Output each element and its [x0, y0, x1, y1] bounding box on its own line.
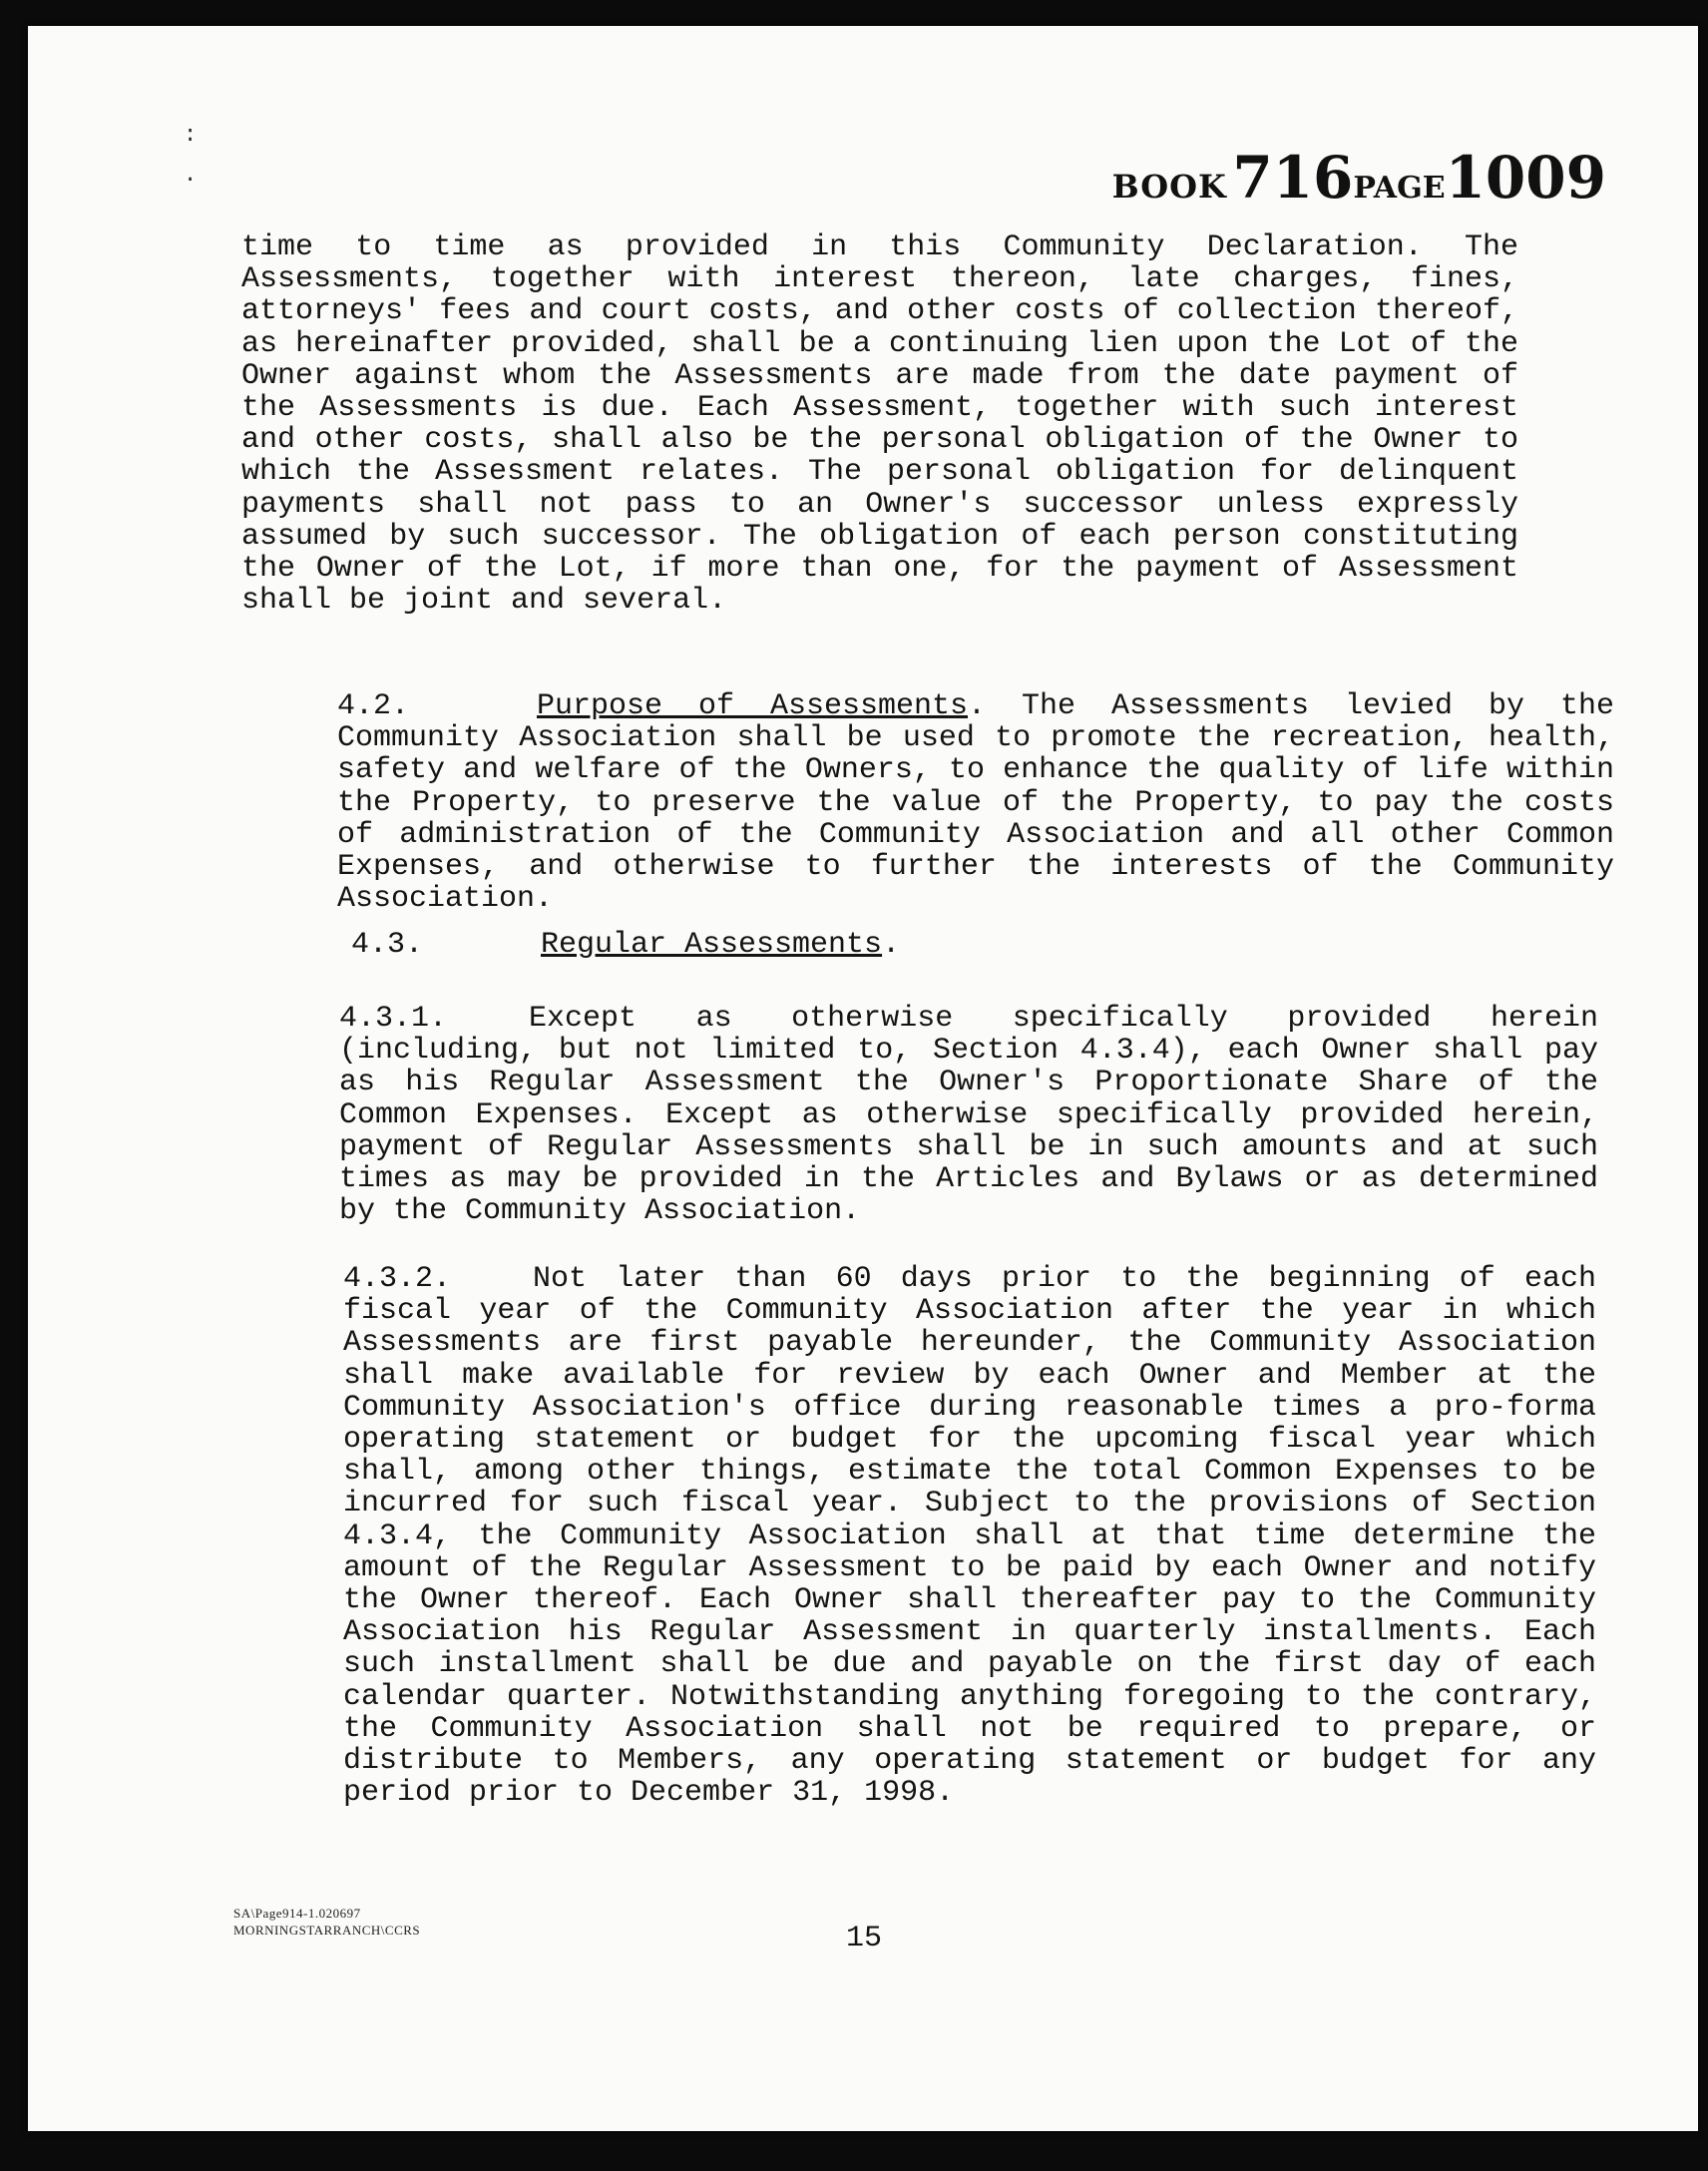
footer-page-number: 15	[846, 1922, 883, 1955]
section-4-3-number: 4.3.	[351, 928, 424, 962]
document-page	[28, 26, 1698, 2131]
footer-code-line-2: MORNINGSTARRANCH\CCRS	[233, 1923, 421, 1938]
section-4-2-number: 4.2.	[337, 689, 410, 723]
section-4-2	[241, 690, 1614, 915]
section-4-3-2-number: 4.3.2.	[343, 1262, 452, 1296]
book-number: 716	[1232, 144, 1354, 212]
section-4-3-heading	[241, 929, 1618, 961]
section-4-2-body: . The Assessments levied by the Community Association shall be used to promote the recreation, health, safety and welfare of the Owners, to enhance the quality of life within the Property, to preserve the value of the Property, to pay the costs of administration of the Community Association and all other Common Expenses, and otherwise to further the interests of the Community Association.	[337, 689, 1614, 917]
recorded-page-number: 1009	[1445, 144, 1606, 212]
section-4-3-period: .	[882, 928, 901, 962]
section-4-2-title: Purpose of Assessments	[537, 689, 969, 723]
section-4-3-title: Regular Assessments	[541, 928, 883, 962]
section-4-3-1-number: 4.3.1.	[339, 1002, 448, 1036]
footer-code-line-1: SA\Page914-1.020697	[233, 1906, 361, 1921]
section-4-3-2-body: Not later than 60 days prior to the beginning of each fiscal year of the Community Association after the year in which Assessments are first payable hereunder, the Community Association shall make available for review by each Owner and Member at the Community Association's office during reasonable times a pro-forma operating statement or budget for the upcoming fiscal year which shall, among other things, estimate the total Common Expenses to be incurred for such fiscal year. Subject to the provisions of Section 4.3.4, the Community Association shall at that time determine the amount of the Regular Assessment to be paid by each Owner and notify the Owner thereof. Each Owner shall thereafter pay to the Community Association his Regular Assessment in quarterly installments. Each such installment shall be due and payable on the first day of each calendar quarter. Notwithstanding anything foregoing to the contrary, the Community Association shall not be required to prepare, or distribute to Members, any operating statement or budget for any period prior to December 31, 1998.	[343, 1262, 1596, 1811]
footer-document-code	[233, 1905, 420, 1939]
section-4-3-2	[243, 1263, 1596, 1809]
scan-marks: : .	[184, 123, 198, 188]
page-label: PAGE	[1353, 171, 1446, 206]
section-4-3-1	[249, 1003, 1598, 1227]
intro-paragraph: time to time as provided in this Community Declaration. The Assessments, together with interest thereon, late charges, fines, attorneys' fees and court costs, and other costs of collection thereof, as hereinafter provided, shall be a continuing lien upon the Lot of the Owner against whom the Assessments are made from the date payment of the Assessments is due. Each Assessment, together with such interest and other costs, shall also be the personal obligation of the Owner to which the Assessment relates. The personal obligation for delinquent payments shall not pass to an Owner's successor unless expressly assumed by such successor. The obligation of each person constituting the Owner of the Lot, if more than one, for the payment of Assessment shall be joint and several.	[241, 230, 1518, 619]
section-4-3-1-body: Except as otherwise specifically provided herein (including, but not limited to, Section 4.3.4), each Owner shall pay as his Regular Assessment the Owner's Proportionate Share of the Common Expenses. Except as otherwise specifically provided herein, payment of Regular Assessments shall be in such amounts and at such times as may be provided in the Articles and Bylaws or as determined by the Community Association.	[339, 1002, 1598, 1229]
book-label: BOOK	[1111, 168, 1227, 206]
book-page-reference	[1112, 144, 1606, 212]
